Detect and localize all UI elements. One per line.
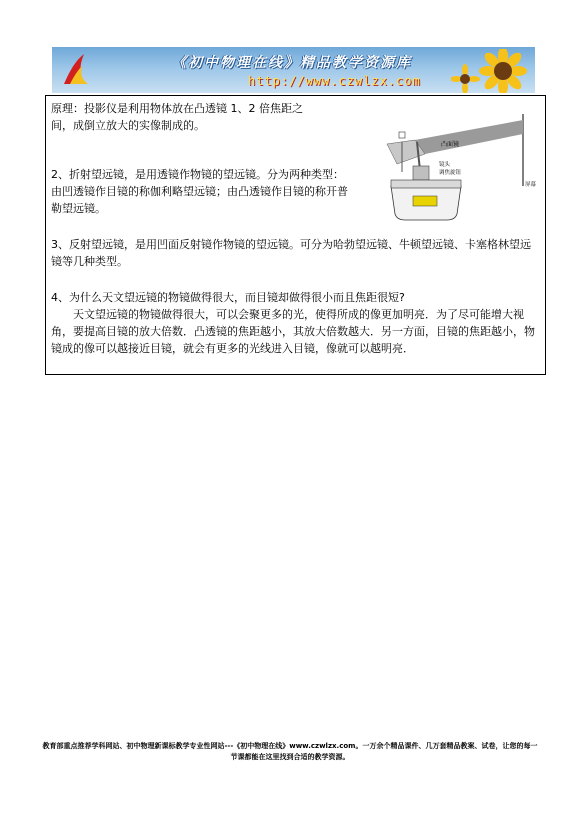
question-text: 4、为什么天文望远镜的物镜做得很大，而目镜却做得很小而且焦距很短? [51, 291, 405, 304]
header-banner [52, 47, 535, 93]
principle-paragraph: 原理：投影仪是利用物体放在凸透镜 1、2 倍焦距之间，成倒立放大的实像制成的。 [51, 102, 303, 132]
projector-diagram [351, 106, 541, 226]
reflecting-telescope-paragraph: 3、反射望远镜，是用凹面反射镜作物镜的望远镜。可分为哈勃望远镜、牛顿望远镜、卡塞格林望远镜等几种类型。 [51, 238, 531, 268]
content-box [45, 95, 546, 375]
question-paragraph [51, 289, 539, 357]
sunflower-icon [451, 49, 531, 93]
label-mirror: 凸面镜 [441, 141, 460, 148]
label-knob: 调焦旋钮 [439, 170, 462, 176]
label-lens: 镜头 [439, 162, 451, 168]
site-logo-icon [56, 50, 96, 90]
page-footer: 教育部重点推荐学科网站、初中物理新课标教学专业性网站---《初中物理在线》www.czwlzx.com。一万余个精品课件、几万套精品教案、试卷，让您的每一节课都能在这里找到合适的教学资源。 [42, 742, 538, 761]
refracting-telescope-paragraph: 2、折射望远镜，是用透镜作物镜的望远镜。分为两种类型：由凹透镜作目镜的称伽利略望远镜；由凸透镜作目镜的称开普勒望远镜。 [51, 168, 348, 215]
banner-title: 《初中物理在线》精品教学资源库 [172, 55, 412, 71]
answer-text: 天文望远镜的物镜做得很大，可以会聚更多的光，使得所成的像更加明亮．为了尽可能增大视角，要提高目镜的放大倍数．凸透镜的焦距越小，其放大倍数越大．另一方面，目镜的焦距越小，物镜成的像可以越接近目镜，就会有更多的光线进入目镜，像就可以越明亮． [51, 308, 535, 355]
banner-url[interactable]: http://www.czwlzx.com [248, 74, 421, 88]
label-screen: 屏幕 [525, 182, 537, 188]
